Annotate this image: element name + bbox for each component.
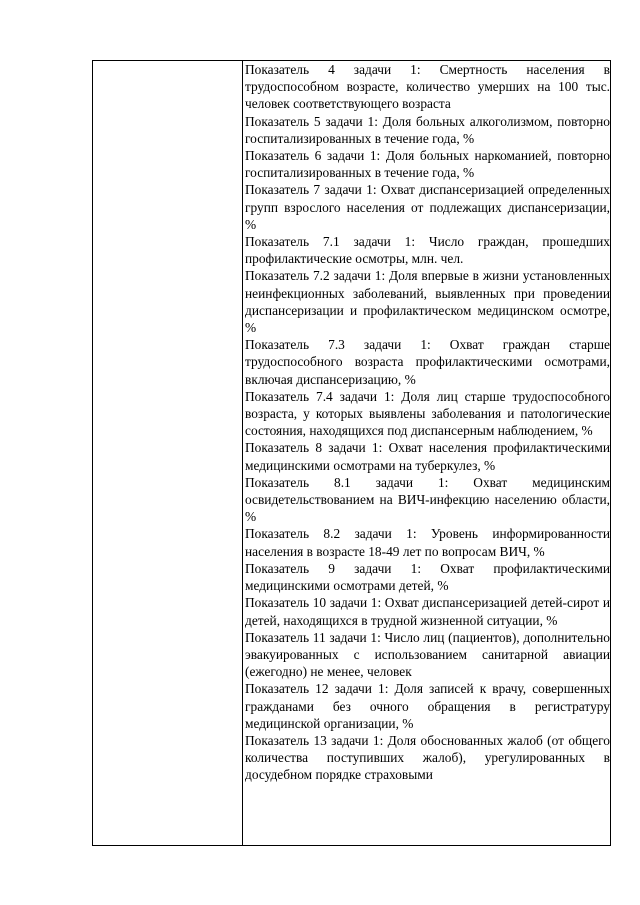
indicator-paragraph: Показатель 8.2 задачи 1: Уровень информированности населения в возрасте 18-49 лет по вопросам ВИЧ, % [245,526,610,559]
indicator-paragraph: Показатель 6 задачи 1: Доля больных наркоманией, повторно госпитализированных в течение года, % [245,148,610,181]
indicator-paragraph: Показатель 11 задачи 1: Число лиц (пациентов), дополнительно эвакуированных с использованием санитарной авиации (ежегодно) не менее, человек [245,629,610,680]
indicator-paragraph: Показатель 12 задачи 1: Доля записей к врачу, совершенных гражданами без очного обращения в регистратуру медицинской организации, % [245,681,610,731]
indicator-paragraph: Показатель 7.4 задачи 1: Доля лиц старше трудоспособного возраста, у которых выявлены заболевания и патологические состояния, находящихся под диспансерным наблюдением, % [245,388,610,439]
indicator-paragraph: Показатель 5 задачи 1: Доля больных алкоголизмом, повторно госпитализированных в течение года, % [245,113,610,146]
empty-left-cell [93,61,243,846]
indicator-paragraph: Показатель 7 задачи 1: Охват диспансеризацией определенных групп взрослого населения от подлежащих диспансеризации, % [245,182,610,232]
indicator-paragraph: Показатель 7.3 задачи 1: Охват граждан старше трудоспособного возраста профилактическими осмотрами, включая диспансеризацию, % [245,337,610,387]
indicator-paragraph: Показатель 7.1 задачи 1: Число граждан, прошедших профилактические осмотры, млн. чел. [245,234,610,267]
indicator-paragraph: Показатель 8.1 задачи 1: Охват медицинским освидетельствованием на ВИЧ-инфекцию населению области, % [245,474,610,525]
indicator-paragraph: Показатель 9 задачи 1: Охват профилактическими медицинскими осмотрами детей, % [245,560,610,594]
indicator-paragraph: Показатель 10 задачи 1: Охват диспансеризацией детей-сирот и детей, находящихся в трудной жизненной ситуации, % [245,595,610,628]
indicator-paragraph: Показатель 13 задачи 1: Доля обоснованных жалоб (от общего количества поступивших жалоб), урегулированных в досудебном порядке страховыми [245,732,610,783]
table-row [93,61,611,846]
indicators-cell [243,61,611,846]
indicator-paragraph: Показатель 4 задачи 1: Смертность населения в трудоспособном возрасте, количество умерших на 100 тыс. человек соответствующего возраста [245,62,610,112]
indicator-paragraph: Показатель 8 задачи 1: Охват населения профилактическими медицинскими осмотрами на туберкулез, % [245,440,610,473]
indicator-paragraph: Показатель 7.2 задачи 1: Доля впервые в жизни установленных неинфекционных заболеваний, выявленных при проведении диспансеризации и профилактическом медицинском осмотре, % [245,268,610,336]
indicators-table [92,60,611,846]
